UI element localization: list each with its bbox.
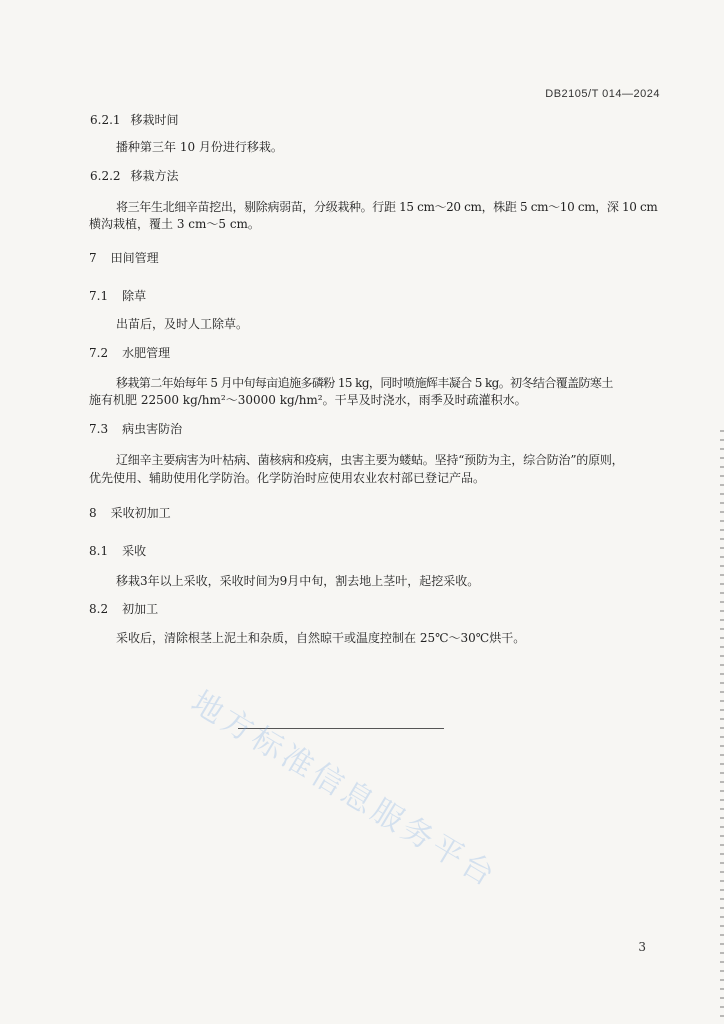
paragraph-7-2-line-2: 施有机肥 22500 kg/hm²～30000 kg/hm²。干旱及时浇水，雨季及时疏灌积水。 <box>89 393 527 407</box>
watermark: 地方标准信息服务平台 <box>184 684 504 896</box>
heading-6-2-2 <box>90 168 179 184</box>
section-number: 7.1 <box>89 289 109 303</box>
scan-edge-marks <box>720 430 724 1024</box>
section-number: 6.2.1 <box>90 113 121 127</box>
heading-7-3 <box>89 421 182 437</box>
section-title: 初加工 <box>122 602 159 616</box>
heading-7 <box>89 250 159 266</box>
section-title: 采收初加工 <box>110 506 171 520</box>
heading-7-2 <box>89 345 170 361</box>
paragraph-8-1: 移栽3年以上采收，采收时间为9月中旬，割去地上茎叶，起挖采收。 <box>116 574 480 588</box>
heading-6-2-1 <box>90 112 179 128</box>
section-title: 田间管理 <box>110 251 159 265</box>
paragraph-8-2: 采收后，清除根茎上泥土和杂质，自然晾干或温度控制在 25℃～30℃烘干。 <box>116 631 526 645</box>
page-number: 3 <box>638 940 646 954</box>
section-title: 移栽方法 <box>130 169 179 183</box>
paragraph-6-2-2-line-1: 将三年生北细辛苗挖出，剔除病弱苗，分级栽种。行距 15 cm～20 cm，株距 5 cm～10 cm，深 10 cm <box>116 200 658 214</box>
heading-8-1 <box>89 543 146 559</box>
section-number: 8.2 <box>89 602 109 616</box>
section-number: 8.1 <box>89 544 109 558</box>
section-number: 7.2 <box>89 346 109 360</box>
paragraph-7-1: 出苗后，及时人工除草。 <box>116 317 249 331</box>
heading-7-1 <box>89 288 146 304</box>
paragraph-7-2-line-1: 移栽第二年始每年 5 月中旬每亩追施多磷粉 15 kg，同时喷施辉丰凝合 5 kg。初冬结合覆盖防寒土 <box>116 376 613 390</box>
section-number: 6.2.2 <box>90 169 121 183</box>
paragraph-7-3-line-2: 优先使用、辅助使用化学防治。化学防治时应使用农业农村部已登记产品。 <box>89 471 486 485</box>
section-title: 采收 <box>122 544 147 558</box>
section-title: 移栽时间 <box>130 113 179 127</box>
document-code: DB2105/T 014—2024 <box>545 88 660 100</box>
section-number: 8 <box>89 506 97 520</box>
section-title: 水肥管理 <box>122 346 171 360</box>
section-number: 7.3 <box>89 422 109 436</box>
section-title: 病虫害防治 <box>122 422 183 436</box>
paragraph-6-2-2-line-2: 横沟栽植，覆土 3 cm～5 cm。 <box>89 217 260 231</box>
section-number: 7 <box>89 251 97 265</box>
paragraph-6-2-1: 播种第三年 10 月份进行移栽。 <box>116 140 283 154</box>
paragraph-7-3-line-1: 辽细辛主要病害为叶枯病、菌核病和疫病，虫害主要为蝼蛄。坚持“预防为主，综合防治”的原则， <box>116 453 624 467</box>
section-title: 除草 <box>122 289 147 303</box>
heading-8 <box>89 505 171 521</box>
heading-8-2 <box>89 601 158 617</box>
